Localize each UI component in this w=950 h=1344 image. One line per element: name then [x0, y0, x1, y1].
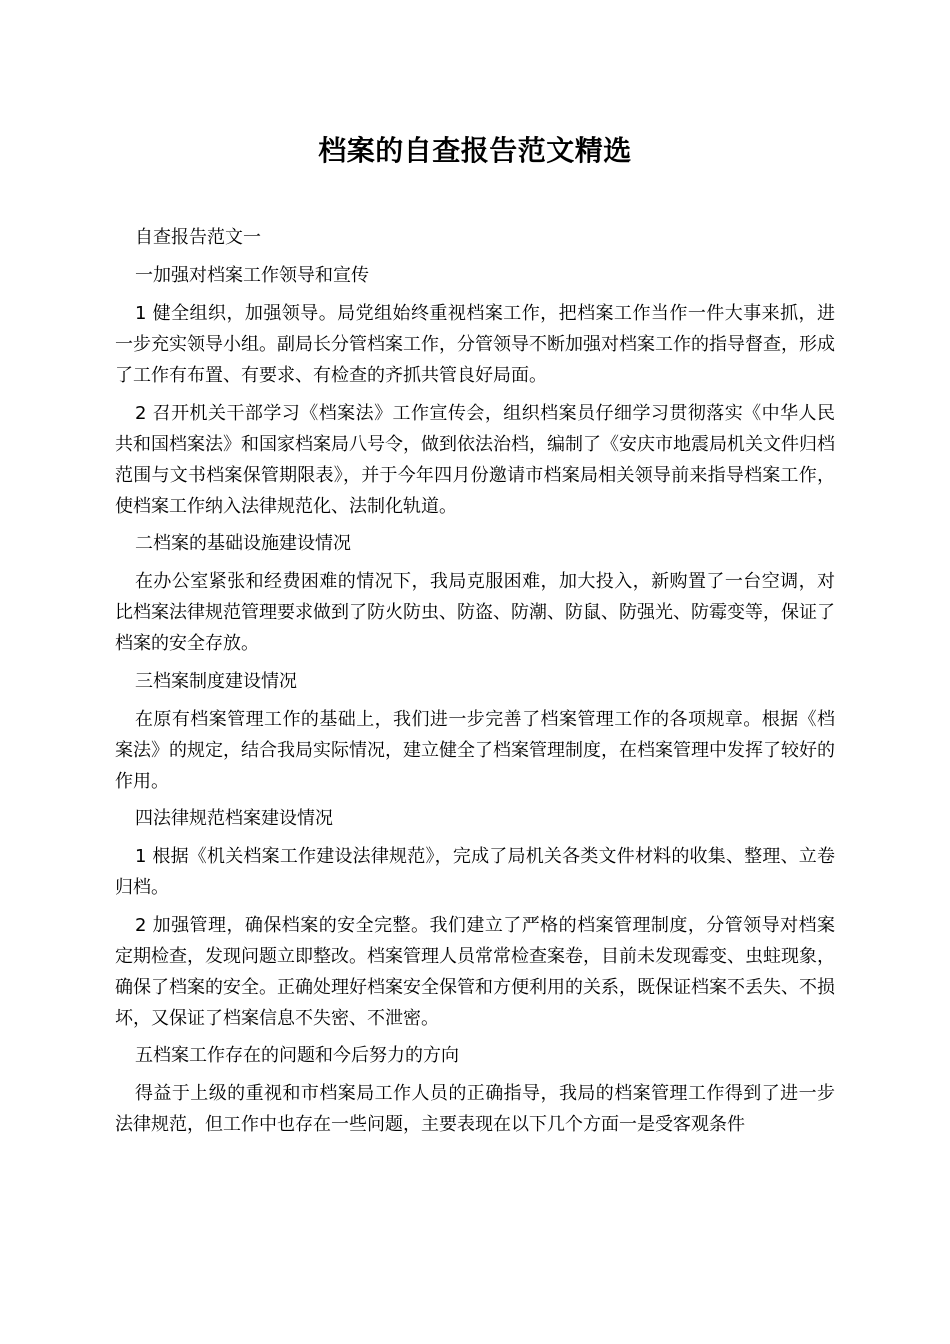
document-title: 档案的自查报告范文精选 — [318, 134, 632, 167]
paragraph: 在办公室紧张和经费困难的情况下，我局克服困难，加大投入，新购置了一台空调，对比档案法律规范管理要求做到了防火防虫、防盗、防潮、防鼠、防强光、防霉变等，保证了档案的安全存放。 — [115, 571, 835, 654]
paragraph: 2 加强管理，确保档案的安全完整。我们建立了严格的档案管理制度，分管领导对档案定期检查，发现问题立即整改。档案管理人员常常检查案卷，目前未发现霉变、虫蛀现象，确保了档案的安全。正确处理好档案安全保管和方便利用的关系，既保证档案不丢失、不损坏，又保证了档案信息不失密、不泄密。 — [115, 914, 835, 1029]
section-label: 自查报告范文一 — [135, 227, 261, 248]
section-heading: 五档案工作存在的问题和今后努力的方向 — [135, 1045, 459, 1066]
section-heading: 二档案的基础设施建设情况 — [135, 533, 351, 554]
paragraph: 1 健全组织，加强领导。局党组始终重视档案工作，把档案工作当作一件大事来抓，进一步充实领导小组。副局长分管档案工作，分管领导不断加强对档案工作的指导督查，形成了工作有布置、有要求、有检查的齐抓共管良好局面。 — [115, 303, 835, 386]
paragraph: 得益于上级的重视和市档案局工作人员的正确指导，我局的档案管理工作得到了进一步法律规范，但工作中也存在一些问题，主要表现在以下几个方面一是受客观条件 — [115, 1083, 835, 1135]
paragraph: 在原有档案管理工作的基础上，我们进一步完善了档案管理工作的各项规章。根据《档案法》的规定，结合我局实际情况，建立健全了档案管理制度，在档案管理中发挥了较好的作用。 — [115, 708, 835, 792]
paragraph: 2 召开机关干部学习《档案法》工作宣传会，组织档案员仔细学习贯彻落实《中华人民共和国档案法》和国家档案局八号令，做到依法治档，编制了《安庆市地震局机关文件归档范围与文书档案保管期限表》，并于今年四月份邀请市档案局相关领导前来指导档案工作，使档案工作纳入法律规范化、法制化轨道。 — [115, 402, 835, 517]
section-heading: 一加强对档案工作领导和宣传 — [135, 265, 369, 286]
section-heading: 四法律规范档案建设情况 — [135, 808, 333, 829]
paragraph: 1 根据《机关档案工作建设法律规范》，完成了局机关各类文件材料的收集、整理、立卷归档。 — [115, 846, 835, 898]
section-heading: 三档案制度建设情况 — [135, 670, 297, 692]
document-body — [115, 222, 835, 1147]
